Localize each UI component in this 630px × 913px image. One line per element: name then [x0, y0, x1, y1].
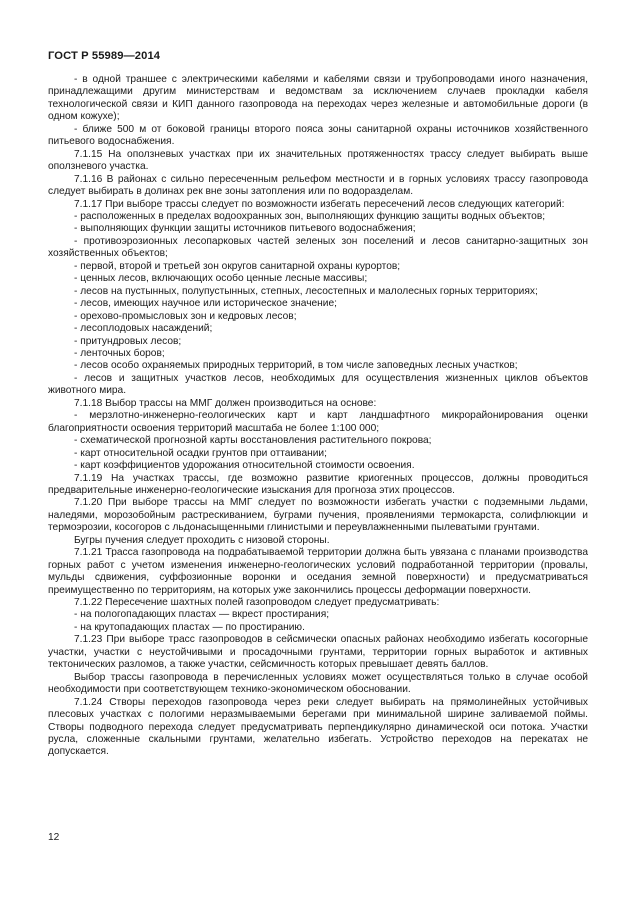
paragraph: 7.1.18 Выбор трассы на ММГ должен производиться на основе:: [74, 397, 377, 409]
paragraph: - схематической прогнозной карты восстановления растительного покрова;: [74, 435, 432, 447]
paragraph: - ближе 500 м от боковой границы второго пояса зоны санитарной охраны источников хозяйственного питьевого водоснабжения.: [48, 123, 588, 148]
paragraph: - лесов, имеющих научное или историческое значение;: [74, 298, 337, 310]
paragraph: - карт относительной осадки грунтов при оттаивании;: [74, 447, 327, 459]
paragraph: 7.1.20 При выборе трассы на ММГ следует по возможности избегать участки с подземными льдами, наледями, морозобойным растрескиванием, буграми пучения, проявлениями термокарста, солифлюкции и термоэрозии, косогоров с льдонасыщенными глинистыми и переувлажненными пылеватыми грунтами.: [48, 497, 588, 534]
paragraph: 7.1.23 При выборе трасс газопроводов в сейсмически опасных районах необходимо избегать косогорные участки, участки с неустойчивыми и просадочными грунтами, территории горных выработок и активных тектонических разломов, а также участки, сейсмичность которых превышает девять баллов.: [48, 634, 588, 671]
paragraph: 7.1.21 Трасса газопровода на подрабатываемой территории должна быть увязана с планами производства горных работ с учетом изменения инженерно-геологических условий подработанной территории (провалы, мульды сдвижения, суффозионные воронки и оседания земной поверхности) и предусматриваться преимущественно по территориям, на которых уже закончились процессы деформации поверхности.: [48, 547, 588, 596]
document-header: ГОСТ Р 55989—2014: [48, 50, 161, 62]
paragraph: 7.1.17 При выборе трассы следует по возможности избегать пересечений лесов следующих категорий:: [74, 198, 565, 210]
paragraph: - притундровых лесов;: [74, 335, 182, 347]
paragraph: - первой, второй и третьей зон округов санитарной охраны курортов;: [74, 260, 401, 272]
paragraph: - расположенных в пределах водоохранных зон, выполняющих функцию защиты водных объектов;: [74, 210, 546, 222]
paragraph: - в одной траншее с электрическими кабелями и кабелями связи и трубопроводами иного назначения, принадлежащими другим министерствам и ведомствам за исключением случаев прокладки кабеля технологической связи и КИП данного газопровода на переходах через железные и автомобильные дороги (в одном кожухе);: [48, 74, 588, 123]
paragraph: 7.1.16 В районах с сильно пересеченным рельефом местности и в горных условиях трассу газопровода следует выбирать в долинах рек вне зоны затопления или по водоразделам.: [48, 173, 588, 198]
page-number: 12: [48, 832, 60, 843]
paragraph: - лесоплодовых насаждений;: [74, 323, 213, 335]
paragraph: Бугры пучения следует проходить с низовой стороны.: [74, 534, 330, 546]
paragraph: - на крутопадающих пластах — по простиранию.: [74, 621, 305, 633]
document-body: [48, 74, 588, 759]
paragraph: - лесов и защитных участков лесов, необходимых для осуществления жизненных циклов объектов животного мира.: [48, 372, 588, 397]
paragraph: 7.1.22 Пересечение шахтных полей газопроводом следует предусматривать:: [74, 597, 440, 609]
paragraph: - лесов особо охраняемых природных территорий, в том числе заповедных лесных участков;: [74, 360, 518, 372]
paragraph: - лесов на пустынных, полупустынных, степных, лесостепных и малолесных горных территориях;: [74, 285, 538, 297]
paragraph: - на пологопадающих пластах — вкрест простирания;: [74, 609, 330, 621]
paragraph: Выбор трассы газопровода в перечисленных условиях может осуществляться только в случае особой необходимости при соответствующем технико-экономическом обосновании.: [48, 671, 588, 696]
paragraph: 7.1.24 Створы переходов газопровода через реки следует выбирать на прямолинейных устойчивых плесовых участках с пологими неразмываемыми берегами при минимальной ширине заливаемой поймы. Створы подводного перехода следует предусматривать перпендикулярно динамической оси потока. Участки русла, сложенные скальными грунтами, желательно избегать. Устройство переходов на перекатах не допускается.: [48, 696, 588, 758]
paragraph: - орехово-промысловых зон и кедровых лесов;: [74, 310, 297, 322]
paragraph: - ленточных боров;: [74, 347, 165, 359]
paragraph: - мерзлотно-инженерно-геологических карт и карт ландшафтного микрорайонирования оценки благоприятности освоения территорий масштаба не более 1:100 000;: [48, 410, 588, 434]
paragraph: - выполняющих функции защиты источников питьевого водоснабжения;: [74, 223, 416, 235]
paragraph: 7.1.15 На оползневых участках при их значительных протяженностях трассу следует выбирать выше оползневого участка.: [48, 148, 588, 173]
paragraph: - ценных лесов, включающих особо ценные лесные массивы;: [74, 273, 368, 285]
paragraph: 7.1.19 На участках трассы, где возможно развитие криогенных процессов, должны проводиться предварительные инженерно-геологические изыскания для прогноза этих процессов.: [48, 472, 588, 496]
paragraph: - карт коэффициентов удорожания относительной стоимости освоения.: [74, 460, 415, 472]
paragraph: - противоэрозионных лесопарковых частей зеленых зон поселений и лесов санитарно-защитных зон хозяйственных объектов;: [48, 235, 588, 260]
